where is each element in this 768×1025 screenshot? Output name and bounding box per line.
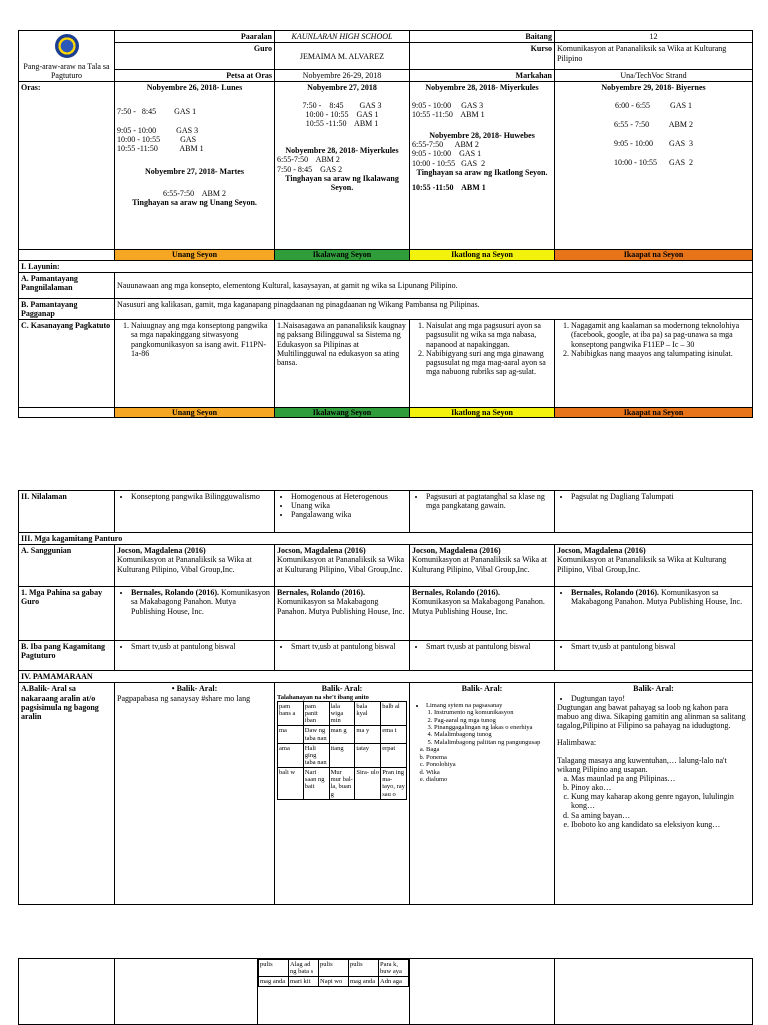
- list-item: 1. Nagagamit ang kaalaman sa modernong teknolohiya (facebook, google, at iba pa) sa pag-unawa sa mga konseptong pangwika F11EP – Ic – 30: [571, 321, 750, 349]
- paragraph: Talagang masaya ang kuwentuhan,… lalung-lalo na't wikang Pilipino ang usapan.: [557, 755, 727, 774]
- list-item: c. Kung may kaharap akong genre ngayon, lululingin kong…: [571, 792, 750, 810]
- ref-author: Jocson, Magdalena (2016): [557, 546, 646, 556]
- balik-aral-subtitle: Talahanayan na she't ibang anito: [277, 693, 369, 701]
- pamantayang-pagganap-text: Nasusuri ang kalikasan, gamit, mga kaganapang pinagdaanan ng pinagdaanan ng Wikang Pambansa ng Pilipinas.: [115, 298, 753, 319]
- table-cell: mag anda: [349, 977, 379, 987]
- pamamaraan-label: IV. PAMAMARAAN: [19, 671, 753, 683]
- deped-logo: [55, 34, 79, 58]
- session-1: Unang Seyon: [115, 408, 275, 418]
- petsa-value: Nobyembre 26-29, 2018: [275, 69, 410, 81]
- sanggunian-col-3: [410, 545, 555, 587]
- schedule-line: 9:05 - 10:00 GAS 1: [412, 149, 482, 159]
- empty-cell: [19, 959, 115, 1025]
- nilalaman-col-2: [275, 491, 410, 533]
- list-item: 1. Instrumento ng komunikasyon: [434, 709, 552, 716]
- ref-text: Komunikasyon sa Makabagong Panahon. Mutya Publishing House, Inc.: [571, 588, 743, 607]
- ref-author: Bernales, Rolando (2016).: [571, 588, 659, 598]
- list-item: 5. Malalimbagong paliitan ng pangungusap: [434, 739, 552, 746]
- kagamitan-col-2: [275, 641, 410, 671]
- list-item: a. Mas maunlad pa ang Pilipinas…: [571, 774, 750, 783]
- list-item: e. Iboboto ko ang kandidato sa eleksiyon kung…: [571, 820, 750, 829]
- schedule-col-1-title-2: Nobyembre 27, 2018- Martes: [145, 167, 244, 177]
- schedule-col-2-title-2: Nobyembre 28, 2018- Miyerkules: [285, 146, 399, 156]
- schedule-line: 6:55-7:50 ABM 2: [277, 155, 340, 165]
- paaralan-label: Paaralan: [115, 31, 275, 43]
- schedule-col-3: [410, 82, 555, 250]
- table-cell: Hali ging taba nan: [303, 743, 329, 767]
- table-cell: pam bans a: [278, 702, 304, 726]
- table-cell: ma: [278, 726, 304, 743]
- table-cell: Mur mur bal- la, buan g: [329, 768, 355, 800]
- ref-author: Bernales, Rolando (2016).: [131, 588, 219, 598]
- table-cell: erpat: [381, 743, 407, 767]
- table-cell: Adn aga: [379, 977, 409, 987]
- iba-pang-kagamitan-label: B. Iba pang Kagamitang Pagtuturo: [19, 641, 115, 671]
- gabay-col-4: [555, 587, 753, 641]
- ref-text: Komunikasyon at Pananaliksik sa Wika at Kulturang Pilipino, Vibal Group,Inc.: [557, 555, 727, 574]
- word-table: [277, 701, 407, 800]
- balik-aral-text: Pagpapabasa ng sanaysay #share mo lang: [117, 693, 251, 703]
- nilalaman-col-3: [410, 491, 555, 533]
- kagamitan-col-4: [555, 641, 753, 671]
- table-cell: Para k, buw aya: [379, 960, 409, 977]
- petsa-label: Petsa at Oras: [115, 69, 275, 81]
- markahan-label: Markahan: [410, 69, 555, 81]
- list-item: • Dugtungan tayo!: [571, 694, 750, 703]
- paaralan-value: KAUNLARAN HIGH SCHOOL: [275, 31, 410, 43]
- list-item: [571, 588, 750, 606]
- schedule-line: 10:00 - 10:55 GAS 2: [613, 158, 694, 168]
- nilalaman-col-4: [555, 491, 753, 533]
- balik-aral-col-3: [410, 683, 555, 905]
- table-cell: Alag ad ng bata s: [289, 960, 319, 977]
- balik-aral-title: Balik- Aral:: [321, 684, 363, 694]
- kasanayang-col-3: [410, 320, 555, 408]
- list-item: e. dialumo: [426, 776, 552, 783]
- table-cell: mari kit: [289, 977, 319, 987]
- sanggunian-label: A. Sanggunian: [19, 545, 115, 587]
- empty-cell: [555, 959, 753, 1025]
- list-item: • Smart tv,usb at pantulong biswal: [571, 642, 750, 651]
- session-4: Ikaapat na Seyon: [555, 408, 753, 418]
- ref-text: Komunikasyon sa Makabagong Panahon. Mutya Publishing House, Inc.: [412, 597, 545, 616]
- table-cell: Pran ing ma- tayo, ray sau o: [382, 769, 405, 798]
- schedule-line: 9:05 - 10:00 GAS 3: [613, 138, 694, 148]
- table-cell: lala wiga min: [329, 702, 355, 726]
- schedule-line: 6:55-7:50 ABM 2: [163, 188, 226, 198]
- schedule-line: 7:50 - 8:45 GAS 1: [117, 106, 197, 116]
- schedule-line: 9:05 - 10:00 GAS 3: [117, 125, 199, 135]
- ref-text: Komunikasyon sa Makabagong Panahon. Mutya Publishing House, Inc.: [277, 597, 405, 616]
- baitang-value: 12: [555, 31, 753, 43]
- lesson-plan-table-page-1: [18, 30, 753, 418]
- schedule-line: 10:00 - 10:55 GAS 2: [412, 158, 486, 168]
- ref-author: Jocson, Magdalena (2016): [277, 546, 366, 556]
- word-table-cont-cell: [258, 959, 410, 1025]
- table-cell: Nari saan ng bait: [303, 768, 329, 800]
- empty-cell: [115, 959, 258, 1025]
- schedule-line: 10:00 - 10:55 GAS: [117, 134, 197, 144]
- table-cell: pam panit iban: [303, 702, 329, 726]
- list-item: • Homogenous at Heterogenous: [291, 492, 407, 501]
- list-item: • Pagsulat ng Dagliang Talumpati: [571, 492, 750, 501]
- table-cell: pulis: [259, 960, 289, 977]
- gabay-col-2: [275, 587, 410, 641]
- balik-aral-col-1: [115, 683, 275, 905]
- schedule-line: 10:55 -11:50 ABM 1: [305, 118, 379, 128]
- schedule-line: 7:50 - 8:45 GAS 2: [277, 164, 343, 174]
- session-1: Unang Seyon: [115, 250, 275, 260]
- balik-aral-col-2: [275, 683, 410, 905]
- schedule-line: 10:00 - 10:55 GAS 1: [305, 109, 379, 119]
- kagamitan-col-3: [410, 641, 555, 671]
- list-item: • Unang wika: [291, 501, 407, 510]
- session-2: Ikalawang Seyon: [275, 250, 410, 260]
- empty-cell: [410, 959, 555, 1025]
- schedule-col-4: [555, 82, 753, 250]
- balik-aral-title: Balik- Aral:: [176, 684, 218, 694]
- ref-author: Bernales, Rolando (2016).: [412, 588, 500, 598]
- sanggunian-col-2: [275, 545, 410, 587]
- ref-text: Komunikasyon at Pananaliksik sa Wika at Kulturang Pilipino, Vibal Group,Inc.: [412, 555, 547, 574]
- list-item: a. Baga: [426, 746, 552, 753]
- gabay-guro-label: 1. Mga Pahina sa gabay Guro: [19, 587, 115, 641]
- word-table-continued: [258, 959, 409, 987]
- table-cell: Daw ng taba nan: [303, 726, 329, 743]
- table-cell: Sira- ulo: [355, 768, 381, 800]
- schedule-col-3-note: Tinghayan sa araw ng Ikatlong Seyon.: [416, 167, 548, 177]
- paragraph: Dugtungan ang bawat pahayag sa loob ng kahon para mabuo ang diwa. Sikaping gamitin ang alinman sa salitang tagalog,Pilipino at Filipino sa pahayag na idudugtong.: [557, 702, 746, 731]
- nilalaman-col-1: [115, 491, 275, 533]
- list-item: 1. Naisulat ang mga pagsusuri ayon sa pagsusulit ng wika sa mga nabasa, napanood at napakinggan.: [426, 321, 552, 349]
- list-item: c. Ponolohiya: [426, 761, 552, 768]
- table-cell: itang: [329, 743, 355, 767]
- session-2: Ikalawang Seyon: [275, 408, 410, 418]
- list-item: 2. Nabibigyang suri ang mga ginawang pagsusulat ng mga mag-aaral ayon sa mga nabuong rubriks sap ag-sulat.: [426, 349, 552, 377]
- session-spacer: [19, 408, 115, 418]
- list-item: • Pangalawang wika: [291, 510, 407, 519]
- kurso-label: Kurso: [410, 43, 555, 70]
- gabay-col-1: [115, 587, 275, 641]
- ref-text: Komunikasyon sa Makabagong Panahon. Mutya Publishing House, Inc.: [131, 588, 270, 616]
- balik-aral-title: Balik- Aral:: [633, 684, 674, 694]
- ref-author: Jocson, Magdalena (2016): [117, 546, 206, 556]
- list-item: • Konseptong pangwika Bilingguwalismo: [131, 492, 272, 501]
- list-item: 1. Naiuugnay ang mga konseptong pangwika sa mga napakinggang sitwasyong pangkomunikasyon sa isang awit. F11PN- 1a-86: [131, 321, 272, 358]
- balik-aral-title: Balik- Aral:: [461, 684, 503, 694]
- schedule-line: 6:55 - 7:50 ABM 2: [614, 119, 693, 129]
- schedule-col-3-title: Nobyembre 28, 2018- Miyerkules: [425, 83, 539, 93]
- schedule-line: 9:05 - 10:00 GAS 3: [412, 100, 484, 110]
- oras-label: Oras:: [19, 82, 115, 250]
- paragraph: Halimbawa:: [557, 738, 597, 748]
- list-item: d. Wika: [426, 769, 552, 776]
- pamantayang-pangnilalaman-text: Nauunawaan ang mga konsepto, elementong Kultural, kasaysayan, at gamit ng wika sa Lipunang Pilipino.: [115, 272, 753, 298]
- kagamitan-col-1: [115, 641, 275, 671]
- schedule-line: 10:55 -11:50 ABM 1: [412, 109, 485, 119]
- schedule-col-1-note: Tinghayan sa araw ng Unang Seyon.: [132, 197, 257, 207]
- schedule-col-2-note: Tinghayan sa araw ng Ikalawang Seyon.: [285, 173, 399, 192]
- deped-header-cell: [19, 31, 115, 82]
- schedule-col-1: [115, 82, 275, 250]
- pamantayang-pangnilalaman-label: A. Pamantayang Pangnilalaman: [19, 272, 115, 298]
- list-item: b. Pinoy ako…: [571, 783, 750, 792]
- schedule-col-1-title: Nobyembre 26, 2018- Lunes: [146, 83, 243, 93]
- lesson-plan-table-page-3: [18, 958, 753, 1025]
- table-cell: Napi wo: [319, 977, 349, 987]
- nilalaman-label: II. Nilalaman: [19, 491, 115, 533]
- list-item: 4. Malalimbagong tunog: [434, 731, 552, 738]
- guro-value: JEMAIMA M. ALVAREZ: [275, 43, 410, 70]
- table-cell: bali w: [278, 768, 304, 800]
- baitang-label: Baitang: [410, 31, 555, 43]
- schedule-line: 6:00 - 6:55 GAS 1: [614, 100, 693, 110]
- schedule-col-2: [275, 82, 410, 250]
- list-item: d. Sa aming bayan…: [571, 811, 750, 820]
- kurso-value: Komunikasyon at Pananaliksik sa Wika at Kulturang Pilipino: [555, 43, 753, 70]
- schedule-col-2-title: Nobyembre 27, 2018: [307, 83, 377, 93]
- table-cell: ma y: [355, 726, 381, 743]
- session-4: Ikaapat na Seyon: [555, 250, 753, 260]
- header-caption: Pang-araw-araw na Tala sa Pagtuturo: [23, 62, 110, 81]
- gabay-col-3: [410, 587, 555, 641]
- ref-text: Komunikasyon at Pananaliksik sa Wika at Kulturang Pilipino, Vibal Group,Inc.: [117, 555, 252, 574]
- table-cell: bala kyal: [355, 702, 381, 726]
- schedule-line: 10:55 -11:50 ABM 1: [412, 182, 486, 192]
- schedule-line: 10:55 -11:50 ABM 1: [117, 144, 204, 154]
- balik-aral-label: A.Balik- Aral sa nakaraang aralin at/o pagsisimula ng bagong aralin: [19, 683, 115, 905]
- ref-author: Jocson, Magdalena (2016): [412, 546, 501, 556]
- list-item: 3. Pinanggagalingan ng lakas o enerhiya: [434, 724, 552, 731]
- list-item: 2. Nabibigkas nang maayos ang talumpating isinulat.: [571, 349, 750, 358]
- kasanayang-pagkatuto-label: C. Kasanayang Pagkatuto: [19, 320, 115, 408]
- lesson-plan-table-page-2: [18, 490, 753, 905]
- ref-text: Komunikasyon at Pananaliksik sa Wika at Kulturang Pilipino, Vibal Group,Inc.: [277, 555, 405, 574]
- schedule-col-3-title-2: Nobyembre 28, 2018- Huwebes: [429, 130, 535, 140]
- table-cell: tatay: [355, 743, 381, 767]
- session-3: Ikatlong na Seyon: [410, 250, 555, 260]
- kasanayang-col-2: 1.Naisasagawa an pananaliksik kaugnay ng paksang Bilingguwal sa Sistema ng Edukasyon sa Pilipinas at Multilingguwal na edukasyon sa ating bansa.: [275, 320, 410, 408]
- list-item: • Pagsusuri at pagtatanghal sa klase ng mga pangkatang gawain.: [426, 492, 552, 510]
- table-cell: balb al: [381, 702, 407, 726]
- table-cell: mag anda: [259, 977, 289, 987]
- table-cell: ama: [278, 743, 304, 767]
- list-item: b. Ponema: [426, 754, 552, 761]
- table-cell: pulis: [319, 960, 349, 977]
- balik-aral-col-4: [555, 683, 753, 905]
- table-cell: man g: [329, 726, 355, 743]
- session-3: Ikatlong na Seyon: [410, 408, 555, 418]
- sanggunian-col-4: [555, 545, 753, 587]
- schedule-line: 6:55-7:50 ABM 2: [412, 140, 479, 150]
- kagamitan-label: III. Mga kagamitang Panturo: [19, 533, 753, 545]
- sanggunian-col-1: [115, 545, 275, 587]
- ref-author: Bernales, Rolando (2016).: [277, 588, 365, 598]
- session-spacer: [19, 250, 115, 260]
- list-item: • Smart tv,usb at pantulong biswal: [426, 642, 552, 651]
- markahan-value: Una/TechVoc Strand: [555, 69, 753, 81]
- schedule-line: 7:50 - 8:45 GAS 3: [302, 100, 382, 110]
- list-item: [131, 588, 272, 616]
- list-item: • Limang sytem na pagsasanay: [426, 702, 552, 709]
- pamantayang-pagganap-label: B. Pamantayang Pagganap: [19, 298, 115, 319]
- list-item: 2. Pag-aaral ng mga tunog: [434, 717, 552, 724]
- layunin-label: I. Layunin:: [19, 260, 753, 272]
- kasanayang-col-4: [555, 320, 753, 408]
- list-item: • Balik- Aral:: [171, 684, 218, 694]
- table-cell: pulis: [349, 960, 379, 977]
- list-item: • Smart tv,usb at pantulong biswal: [131, 642, 272, 651]
- list-item: • Smart tv,usb at pantulong biswal: [291, 642, 407, 651]
- table-cell: ema t: [381, 726, 407, 743]
- schedule-col-4-title: Nobyembre 29, 2018- Biyernes: [601, 83, 706, 93]
- guro-label: Guro: [115, 43, 275, 70]
- kasanayang-col-1: [115, 320, 275, 408]
